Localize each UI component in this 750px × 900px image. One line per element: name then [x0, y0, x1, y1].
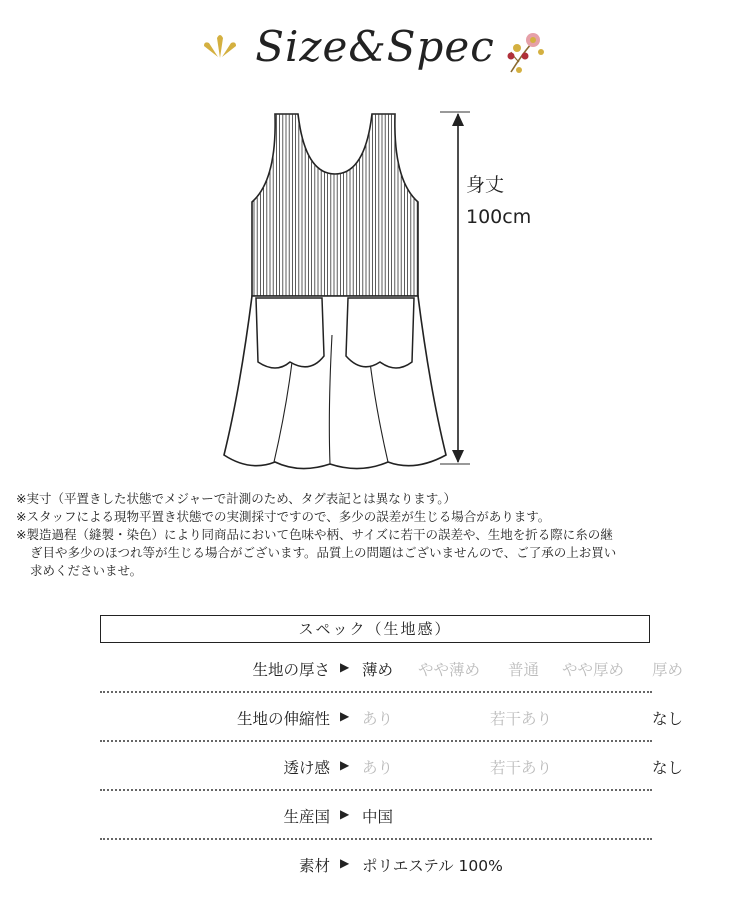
flower-icon [505, 26, 549, 76]
spec-label: 生地の厚さ [252, 661, 330, 679]
arrow-icon: ▶ [340, 807, 350, 821]
divider [100, 789, 652, 791]
spec-option: なし [652, 710, 684, 728]
spec-option: やや薄め [418, 661, 481, 679]
spec-option: 厚め [652, 661, 684, 679]
spec-label: 透け感 [283, 759, 330, 777]
spec-option: 若干あり [490, 759, 553, 777]
spec-option: なし [652, 759, 684, 777]
spec-option: 薄め [362, 661, 394, 679]
spec-row-material [100, 844, 652, 884]
spec-label: 生地の伸縮性 [236, 710, 330, 728]
spec-option: 中国 [362, 808, 394, 826]
arrow-icon: ▶ [340, 709, 350, 723]
length-measure-arrow [440, 110, 476, 470]
dress-illustration [220, 110, 450, 475]
arrow-icon: ▶ [340, 856, 350, 870]
spec-option: やや厚め [562, 661, 625, 679]
spec-option: ポリエステル 100% [362, 857, 503, 875]
spec-row-sheerness [100, 746, 684, 786]
divider [100, 691, 652, 693]
spec-label: 素材 [298, 857, 330, 875]
note-line: 求めくださいませ。 [30, 563, 143, 578]
spec-option: あり [362, 710, 394, 728]
note-line: ※スタッフによる現物平置き状態での実測採寸ですので、多少の誤差が生じる場合があります。 [16, 509, 551, 524]
spec-row-country [100, 795, 652, 835]
spec-label: 生産国 [283, 808, 330, 826]
divider [100, 740, 652, 742]
page-title: Size&Spec [255, 22, 495, 71]
spec-row-stretch [100, 697, 684, 737]
divider [100, 838, 652, 840]
arrow-icon: ▶ [340, 660, 350, 674]
note-line: ※実寸（平置きした状態でメジャーで計測のため、タグ表記とは異なります。） [16, 491, 456, 506]
spec-option: 若干あり [490, 710, 553, 728]
arrow-icon: ▶ [340, 758, 350, 772]
notes [16, 490, 740, 580]
measure-label: 身丈 [466, 174, 505, 196]
note-line: ぎ目や多少のほつれ等が生じる場合がございます。品質上の問題はございませんので、ご了承の上お買い [30, 545, 617, 560]
spec-option: 普通 [508, 661, 540, 679]
title-area [0, 18, 750, 74]
note-line: ※製造過程（縫製・染色）により同商品において色味や柄、サイズに若干の誤差や、生地を折る際に糸の継 [16, 527, 613, 542]
measure-value: 100cm [466, 206, 532, 228]
spec-row-thickness [100, 648, 684, 688]
spec-header: スペック（生地感） [100, 615, 650, 643]
spec-option: あり [362, 759, 394, 777]
